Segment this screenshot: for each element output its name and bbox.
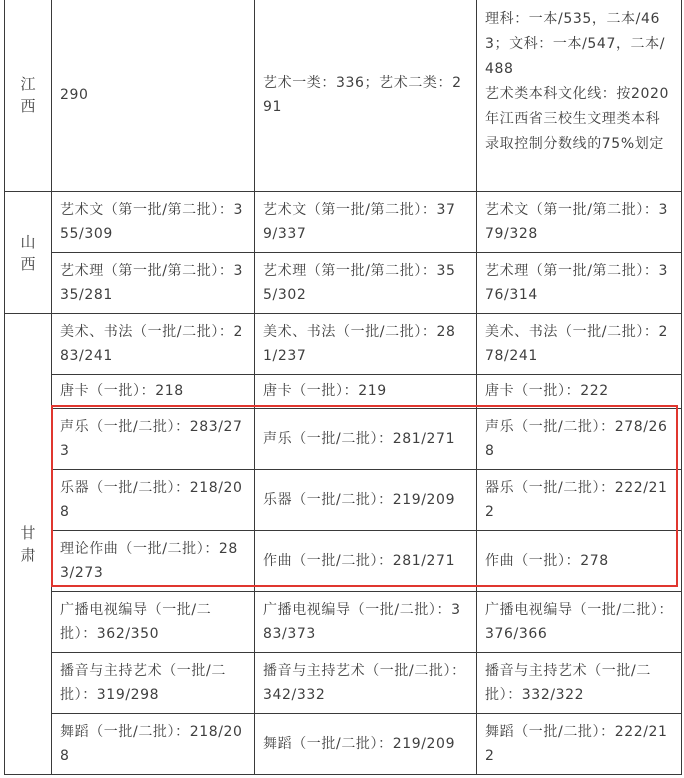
table-cell: 乐器（一批/二批）：219/209 — [255, 470, 477, 531]
table-cell: 艺术文（第一批/第二批）：379/337 — [255, 192, 477, 253]
table-cell: 舞蹈（一批/二批）：219/209 — [255, 714, 477, 775]
table-cell: 播音与主持艺术（一批/二批）：319/298 — [52, 653, 255, 714]
table-cell: 声乐（一批/二批）：278/268 — [477, 409, 682, 470]
table-row — [5, 314, 682, 375]
table-cell: 广播电视编导（一批/二批）：383/373 — [255, 592, 477, 653]
table-cell — [477, 0, 682, 192]
table-cell: 艺术文（第一批/第二批）：379/328 — [477, 192, 682, 253]
table-cell: 艺术文（第一批/第二批）：355/309 — [52, 192, 255, 253]
table-cell: 乐器（一批/二批）：218/208 — [52, 470, 255, 531]
table-row — [5, 653, 682, 714]
table-row — [5, 375, 682, 409]
table-row — [5, 409, 682, 470]
table-cell: 广播电视编导（一批/二批）：376/366 — [477, 592, 682, 653]
table-row — [5, 470, 682, 531]
table-cell: 作曲（一批）：278 — [477, 531, 682, 592]
province-jiangxi: 江西 — [20, 75, 36, 115]
table-cell: 唐卡（一批）：222 — [477, 375, 682, 409]
province-cell — [5, 314, 52, 775]
province-cell — [5, 192, 52, 314]
table-row — [5, 592, 682, 653]
table-cell: 唐卡（一批）：219 — [255, 375, 477, 409]
cell-line: 理科：一本/535，二本/463；文科：一本/547，二本/488 — [485, 11, 666, 77]
table-cell: 播音与主持艺术（一批/二批）：342/332 — [255, 653, 477, 714]
table-row — [5, 192, 682, 253]
table-cell: 理论作曲（一批/二批）：283/273 — [52, 531, 255, 592]
province-shanxi: 山西 — [20, 232, 36, 273]
table-row — [5, 0, 682, 192]
table-row — [5, 253, 682, 314]
table-cell: 舞蹈（一批/二批）：218/208 — [52, 714, 255, 775]
table-cell: 舞蹈（一批/二批）：222/212 — [477, 714, 682, 775]
table-row — [5, 714, 682, 775]
table-cell: 作曲（一批/二批）：281/271 — [255, 531, 477, 592]
province-cell — [5, 0, 52, 192]
cell-line: 艺术类本科文化线：按2020年江西省三校生文理类本科录取控制分数线的75%划定 — [485, 86, 670, 152]
table-row — [5, 531, 682, 592]
table-cell: 美术、书法（一批/二批）：278/241 — [477, 314, 682, 375]
table-cell: 广播电视编导（一批/二批）：362/350 — [52, 592, 255, 653]
table-cell: 声乐（一批/二批）：281/271 — [255, 409, 477, 470]
province-gansu: 甘肃 — [20, 524, 36, 564]
table-cell: 艺术一类：336；艺术二类：291 — [255, 0, 477, 192]
table-cell: 美术、书法（一批/二批）：281/237 — [255, 314, 477, 375]
table-cell: 290 — [52, 0, 255, 192]
table-cell: 美术、书法（一批/二批）：283/241 — [52, 314, 255, 375]
table-cell: 艺术理（第一批/第二批）：335/281 — [52, 253, 255, 314]
table-cell: 艺术理（第一批/第二批）：376/314 — [477, 253, 682, 314]
table-cell: 唐卡（一批）：218 — [52, 375, 255, 409]
table-cell: 艺术理（第一批/第二批）：355/302 — [255, 253, 477, 314]
score-table — [4, 0, 682, 775]
table-cell: 播音与主持艺术（一批/二批）：332/322 — [477, 653, 682, 714]
table-cell: 器乐（一批/二批）：222/212 — [477, 470, 682, 531]
table-cell: 声乐（一批/二批）：283/273 — [52, 409, 255, 470]
